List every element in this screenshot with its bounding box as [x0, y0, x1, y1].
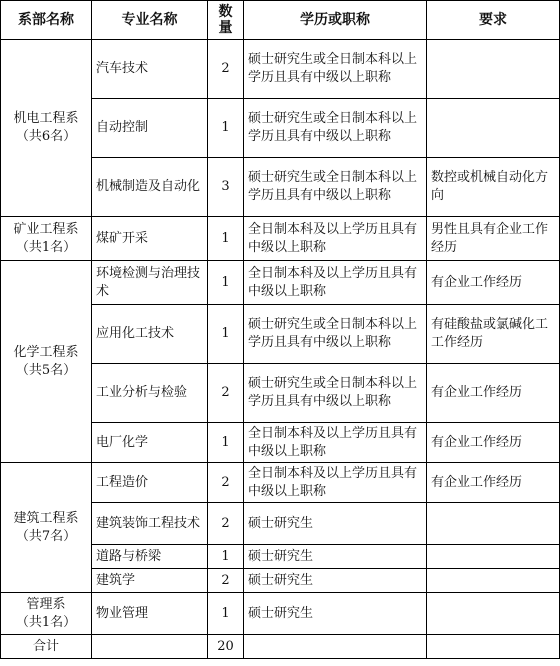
header-row	[1, 1, 560, 40]
dept-cell: 化学工程系 （共5名）	[1, 261, 92, 463]
req-cell	[427, 503, 560, 545]
req-cell	[427, 40, 560, 99]
req-cell	[427, 99, 560, 158]
count-cell: 2	[208, 503, 244, 545]
major-cell: 汽车技术	[92, 40, 208, 99]
table-row	[1, 40, 560, 99]
edu-cell: 硕士研究生或全日制本科以上学历且具有中级以上职称	[244, 305, 427, 364]
edu-cell: 硕士研究生或全日制本科以上学历且具有中级以上职称	[244, 158, 427, 217]
count-cell: 2	[208, 40, 244, 99]
dept-cell: 建筑工程系 （共7名）	[1, 463, 92, 593]
total-empty-cell	[92, 635, 208, 659]
edu-cell: 全日制本科及以上学历且具有中级以上职称	[244, 423, 427, 463]
total-count: 20	[208, 635, 244, 659]
req-cell	[427, 593, 560, 635]
dept-cell: 机电工程系 （共6名）	[1, 40, 92, 217]
req-cell: 数控或机械自动化方向	[427, 158, 560, 217]
count-cell: 1	[208, 261, 244, 305]
edu-cell: 全日制本科及以上学历且具有中级以上职称	[244, 463, 427, 503]
total-empty-cell	[244, 635, 427, 659]
major-cell: 建筑学	[92, 569, 208, 593]
table-row	[1, 463, 560, 503]
dept-cell: 矿业工程系 （共1名）	[1, 217, 92, 261]
edu-cell: 硕士研究生或全日制本科以上学历且具有中级以上职称	[244, 99, 427, 158]
req-cell: 有企业工作经历	[427, 261, 560, 305]
major-cell: 道路与桥梁	[92, 545, 208, 569]
header-dept: 系部名称	[1, 1, 92, 40]
total-row	[1, 635, 560, 659]
count-cell: 2	[208, 569, 244, 593]
count-cell: 1	[208, 217, 244, 261]
edu-cell: 全日制本科及以上学历且具有中级以上职称	[244, 217, 427, 261]
req-cell: 有企业工作经历	[427, 463, 560, 503]
major-cell: 物业管理	[92, 593, 208, 635]
table-row	[1, 593, 560, 635]
edu-cell: 硕士研究生或全日制本科以上学历且具有中级以上职称	[244, 364, 427, 423]
edu-cell: 硕士研究生	[244, 503, 427, 545]
major-cell: 电厂化学	[92, 423, 208, 463]
major-cell: 环境检测与治理技术	[92, 261, 208, 305]
edu-cell: 硕士研究生	[244, 569, 427, 593]
req-cell: 有硅酸盐或氯碱化工工作经历	[427, 305, 560, 364]
major-cell: 煤矿开采	[92, 217, 208, 261]
edu-cell: 全日制本科及以上学历且具有中级以上职称	[244, 261, 427, 305]
header-count: 数 量	[208, 1, 244, 40]
edu-cell: 硕士研究生或全日制本科以上学历且具有中级以上职称	[244, 40, 427, 99]
count-cell: 1	[208, 545, 244, 569]
edu-cell: 硕士研究生	[244, 593, 427, 635]
count-cell: 1	[208, 593, 244, 635]
req-cell: 有企业工作经历	[427, 364, 560, 423]
major-cell: 机械制造及自动化	[92, 158, 208, 217]
header-major: 专业名称	[92, 1, 208, 40]
dept-cell: 管理系 （共1名）	[1, 593, 92, 635]
table-row	[1, 261, 560, 305]
major-cell: 自动控制	[92, 99, 208, 158]
count-cell: 2	[208, 364, 244, 423]
total-empty-cell	[427, 635, 560, 659]
major-cell: 建筑装饰工程技术	[92, 503, 208, 545]
req-cell	[427, 545, 560, 569]
req-cell: 有企业工作经历	[427, 423, 560, 463]
header-edu: 学历或职称	[244, 1, 427, 40]
table-row	[1, 217, 560, 261]
req-cell: 男性且具有企业工作经历	[427, 217, 560, 261]
count-cell: 3	[208, 158, 244, 217]
count-cell: 2	[208, 463, 244, 503]
count-cell: 1	[208, 99, 244, 158]
edu-cell: 硕士研究生	[244, 545, 427, 569]
req-cell	[427, 569, 560, 593]
header-req: 要求	[427, 1, 560, 40]
count-cell: 1	[208, 423, 244, 463]
major-cell: 应用化工技术	[92, 305, 208, 364]
total-label: 合计	[1, 635, 92, 659]
major-cell: 工业分析与检验	[92, 364, 208, 423]
count-cell: 1	[208, 305, 244, 364]
major-cell: 工程造价	[92, 463, 208, 503]
